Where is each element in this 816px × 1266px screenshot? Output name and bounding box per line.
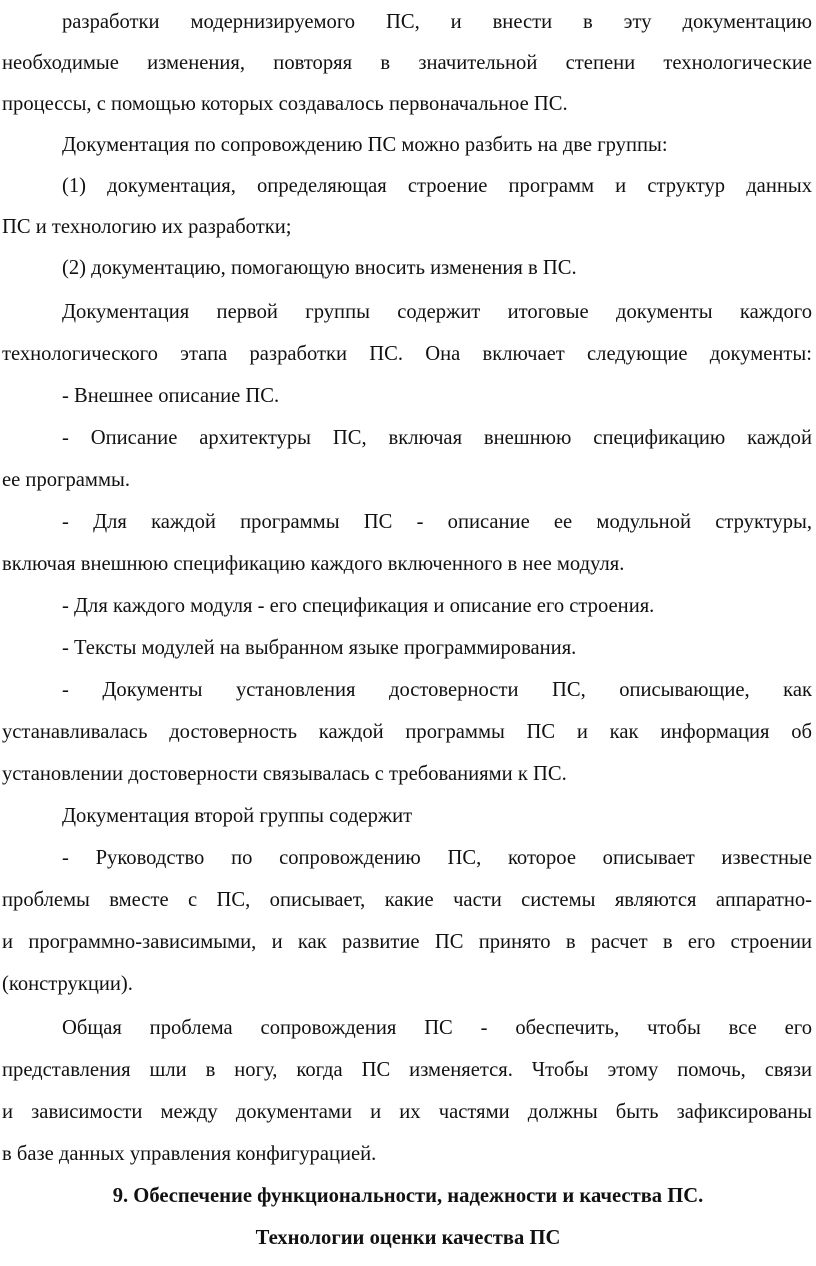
list-item: - Для каждого модуля - его спецификация и описание его строения. [62,595,655,617]
list-item: - Документы установления достоверности ПС, описывающие, как [62,679,812,701]
section-subheading: Технологии оценки качества ПС [255,1227,561,1249]
text-line: разработки модернизируемого ПС, и внести в эту документацию [62,11,812,33]
text-line: Общая проблема сопровождения ПС - обеспечить, чтобы все его [62,1017,812,1039]
list-item: - Для каждой программы ПС - описание ее модульной структуры, [62,511,812,533]
text-line: установлении достоверности связывалась с требованиями к ПС. [2,763,567,785]
text-line: в базе данных управления конфигурацией. [2,1143,377,1165]
list-item: - Тексты модулей на выбранном языке программирования. [62,637,577,659]
text-line: необходимые изменения, повторяя в значительной степени технологические [2,52,812,74]
list-item: - Руководство по сопровождению ПС, которое описывает известные [62,847,812,869]
text-line: ПС и технологию их разработки; [2,216,292,238]
text-line: проблемы вместе с ПС, описывает, какие части системы являются аппаратно- [2,889,812,911]
text-line: Документация второй группы содержит [62,805,413,827]
text-line: процессы, с помощью которых создавалось первоначальное ПС. [2,93,568,115]
text-line: и программно-зависимыми, и как развитие ПС принято в расчет в его строении [2,931,812,953]
text-line: и зависимости между документами и их частями должны быть зафиксированы [2,1101,812,1123]
text-line: (1) документация, определяющая строение программ и структур данных [62,175,812,197]
text-line: Документация по сопровождению ПС можно разбить на две группы: [62,134,668,156]
text-line: (конструкции). [2,973,133,995]
section-heading: 9. Обеспечение функциональности, надежности и качества ПС. [112,1185,704,1207]
text-line: (2) документацию, помогающую вносить изменения в ПС. [62,257,577,279]
text-line: Документация первой группы содержит итоговые документы каждого [62,301,812,323]
text-line: представления шли в ногу, когда ПС изменяется. Чтобы этому помочь, связи [2,1059,812,1081]
list-item: - Описание архитектуры ПС, включая внешнюю спецификацию каждой [62,427,812,449]
list-item: - Внешнее описание ПС. [62,385,280,407]
text-line: включая внешнюю спецификацию каждого включенного в нее модуля. [2,553,625,575]
text-line: технологического этапа разработки ПС. Она включает следующие документы: [2,343,812,365]
text-line: устанавливалась достоверность каждой программы ПС и как информация об [2,721,812,743]
text-line: ее программы. [2,469,130,491]
